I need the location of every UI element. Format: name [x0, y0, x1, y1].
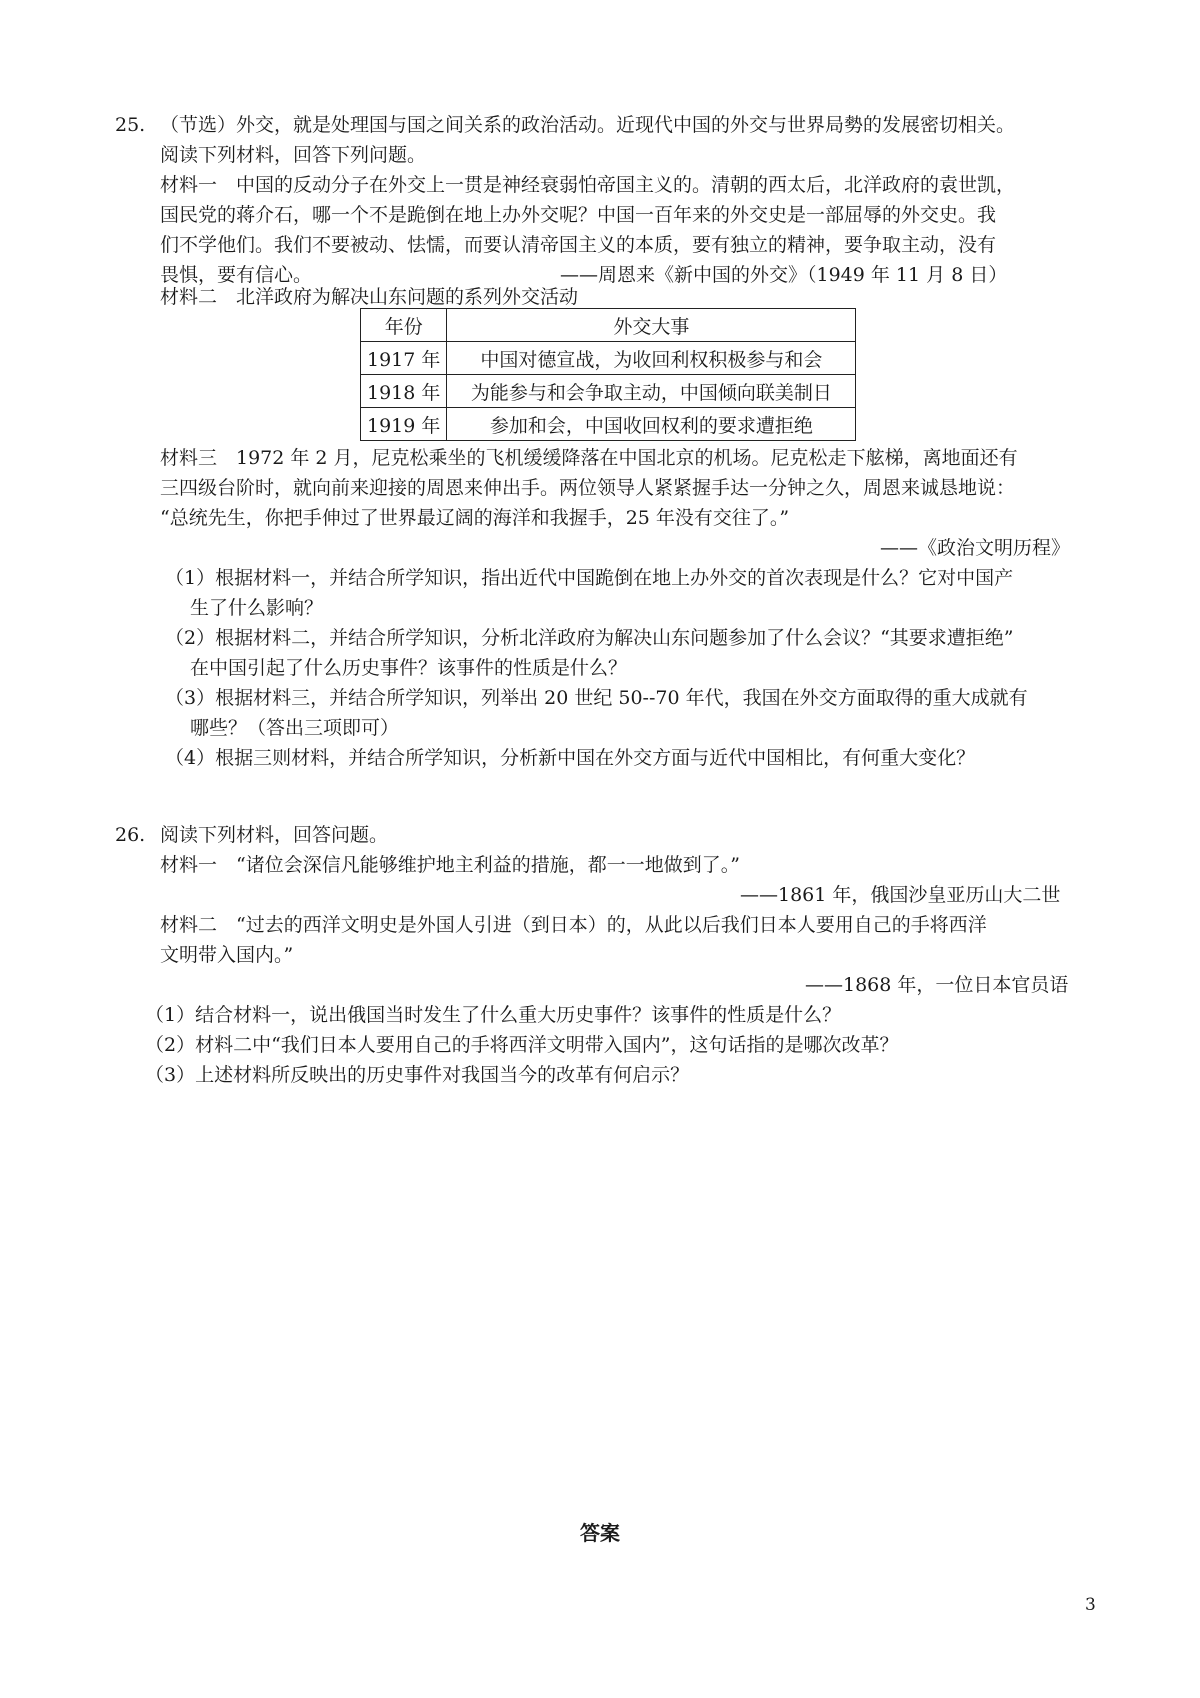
material-text: 材料一 中国的反动分子在外交上一贯是神经衰弱怕帝国主义的。清朝的西太后，北洋政府的袁世凯， [160, 174, 1016, 196]
material-source: ——《政治文明历程》 [880, 537, 1071, 559]
sub-question: （2）材料二中“我们日本人要用自己的手将西洋文明带入国内”，这句话指的是哪次改革？ [145, 1034, 899, 1056]
material-text: 们不学他们。我们不要被动、怯懦，而要认清帝国主义的本质，要有独立的精神，要争取主动，没有 [160, 234, 997, 256]
material-text: 国民党的蒋介石，哪一个不是跪倒在地上办外交呢？中国一百年来的外交史是一部屈辱的外交史。我 [160, 204, 997, 226]
diplomacy-table [360, 308, 856, 441]
table-row [361, 408, 856, 441]
sub-question: （3）根据材料三，并结合所学知识，列举出 20 世纪 50--70 年代，我国在外交方面取得的重大成就有 [165, 687, 1028, 709]
sub-question: 在中国引起了什么历史事件？该事件的性质是什么？ [190, 657, 628, 679]
sub-question: （1）结合材料一，说出俄国当时发生了什么重大历史事件？该事件的性质是什么？ [145, 1004, 842, 1026]
material-text: “总统先生，你把手伸过了世界最辽阔的海洋和我握手，25 年没有交往了。” [160, 507, 790, 529]
material-source: ——1861 年，俄国沙皇亚历山大二世 [740, 884, 1061, 906]
material-source: ——周恩来《新中国的外交》（1949 年 11 月 8 日） [560, 264, 1008, 286]
table-header: 外交大事 [447, 309, 856, 342]
table-cell: 为能参与和会争取主动，中国倾向联美制日 [447, 375, 856, 408]
sub-question: （3）上述材料所反映出的历史事件对我国当今的改革有何启示？ [145, 1064, 690, 1086]
sub-question: （1）根据材料一，并结合所学知识，指出近代中国跪倒在地上办外交的首次表现是什么？它对中国产 [165, 567, 1014, 589]
question-number: 25. [115, 114, 146, 136]
table-header-row [361, 309, 856, 342]
question-number: 26. [115, 824, 146, 846]
material-text: 材料一 “诸位会深信凡能够维护地主利益的措施，都一一地做到了。” [160, 854, 740, 876]
question-stem: 阅读下列材料，回答下列问题。 [160, 144, 427, 166]
table-cell: 1918 年 [361, 375, 447, 408]
sub-question: 生了什么影响？ [190, 597, 324, 619]
material-text: 文明带入国内。” [160, 944, 294, 966]
sub-question: 哪些？（答出三项即可） [190, 717, 400, 739]
table-cell: 参加和会，中国收回权利的要求遭拒绝 [447, 408, 856, 441]
table-row [361, 342, 856, 375]
answer-heading: 答案 [580, 1521, 620, 1545]
page-number: 3 [1085, 1595, 1096, 1615]
table-row [361, 375, 856, 408]
material-text: 材料三 1972 年 2 月，尼克松乘坐的飞机缓缓降落在中国北京的机场。尼克松走下舷梯，离地面还有 [160, 447, 1018, 469]
material-text: 三四级台阶时，就向前来迎接的周恩来伸出手。两位领导人紧紧握手达一分钟之久，周恩来诚恳地说： [160, 477, 1016, 499]
material-title: 材料二 北洋政府为解决山东问题的系列外交活动 [160, 286, 579, 308]
table-cell: 1917 年 [361, 342, 447, 375]
material-text: 材料二 “过去的西洋文明史是外国人引进（到日本）的，从此以后我们日本人要用自己的手将西洋 [160, 914, 987, 936]
sub-question: （2）根据材料二，并结合所学知识，分析北洋政府为解决山东问题参加了什么会议？“其要求遭拒绝” [165, 627, 1014, 649]
question-stem: （节选）外交，就是处理国与国之间关系的政治活动。近现代中国的外交与世界局勢的发展密切相关。 [160, 114, 1016, 136]
table-cell: 中国对德宣战，为收回利权积极参与和会 [447, 342, 856, 375]
material-text: 畏惧，要有信心。 [160, 264, 313, 286]
table-header: 年份 [361, 309, 447, 342]
table-cell: 1919 年 [361, 408, 447, 441]
question-stem: 阅读下列材料，回答问题。 [160, 824, 389, 846]
material-source: ——1868 年，一位日本官员语 [805, 974, 1069, 996]
sub-question: （4）根据三则材料，并结合所学知识，分析新中国在外交方面与近代中国相比，有何重大变化？ [165, 747, 976, 769]
